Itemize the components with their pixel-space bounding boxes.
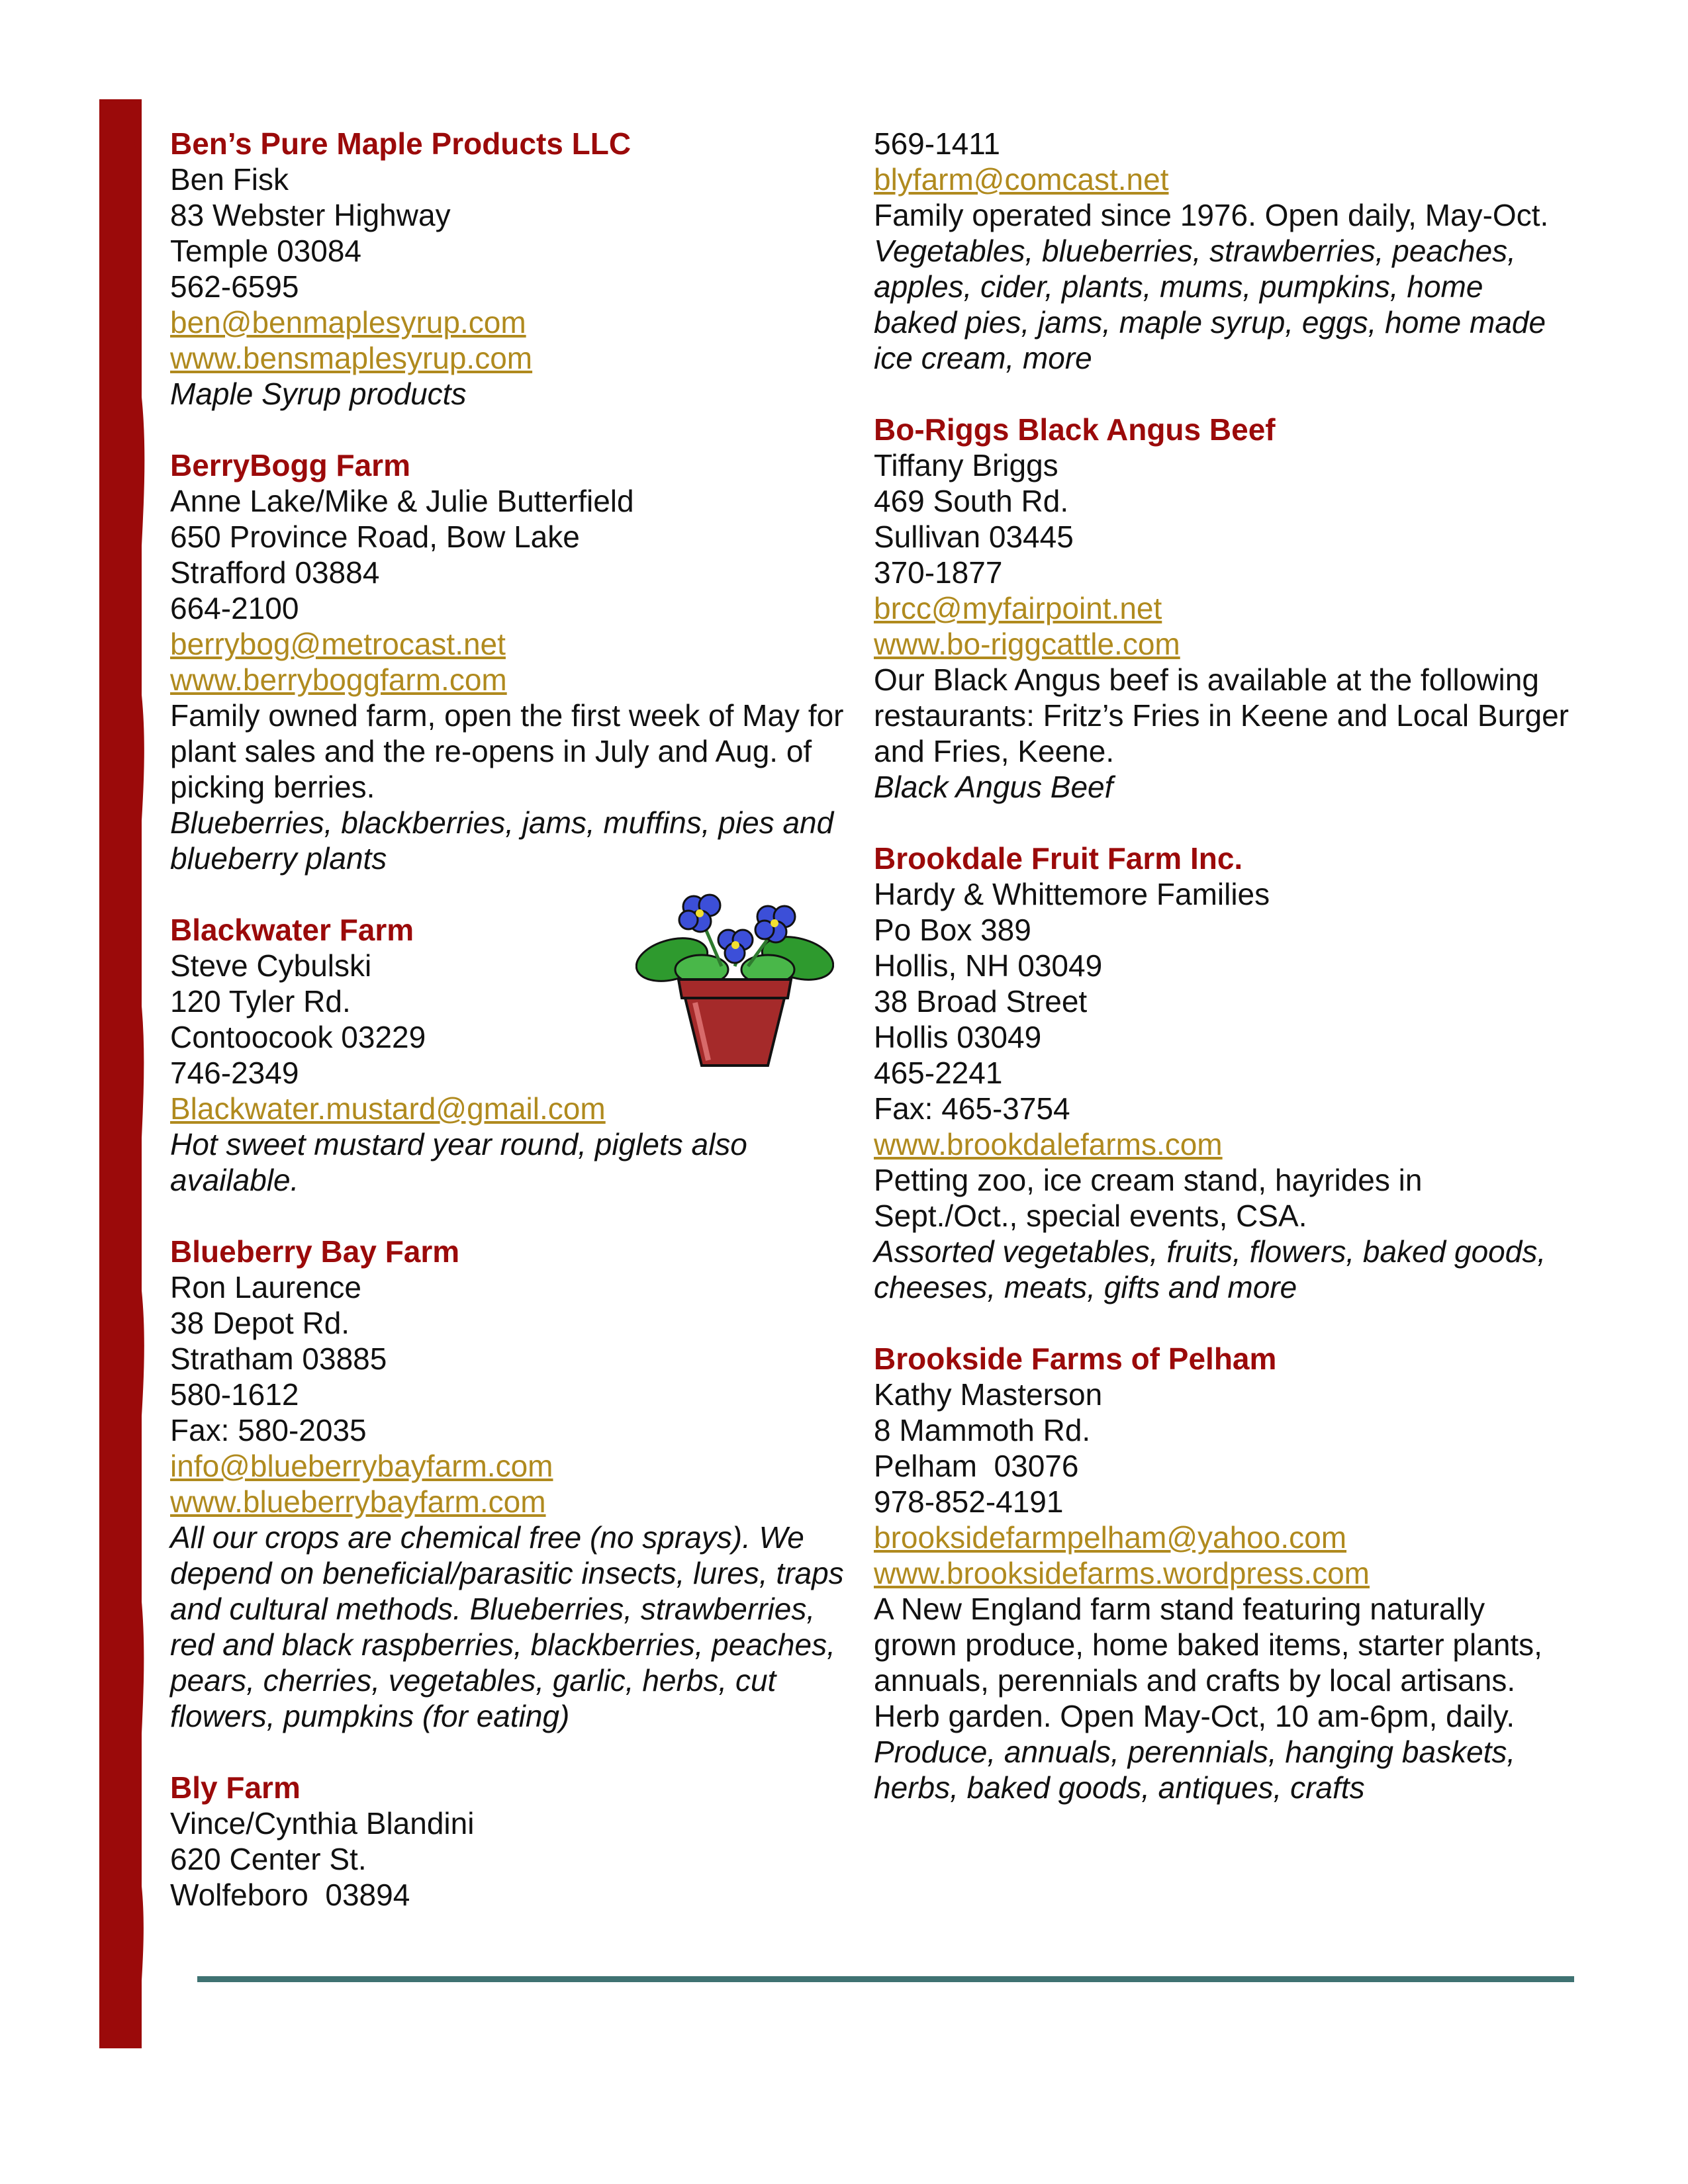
farm-products: Blueberries, blackberries, jams, muffins, pies and blueberry plants [170, 805, 834, 876]
farm-contact-line: 38 Broad Street [874, 984, 1088, 1019]
farm-contact-line: 120 Tyler Rd. [170, 984, 351, 1019]
farm-contact-line: 465-2241 [874, 1056, 1003, 1090]
farm-contact-line: 620 Center St. [170, 1842, 367, 1876]
farm-link[interactable]: www.bensmaplesyrup.com [170, 341, 533, 375]
farm-contact-line: Hardy & Whittemore Families [874, 877, 1270, 911]
farm-link[interactable]: Blackwater.mustard@gmail.com [170, 1091, 606, 1126]
farm-contact-line: Stratham 03885 [170, 1342, 387, 1376]
farm-description: Our Black Angus beef is available at the following restaurants: Fritz’s Fries in Keene and Local Burger and Fries, Keene. [874, 662, 1569, 768]
farm-contact-line: Kathy Masterson [874, 1377, 1103, 1412]
farm-contact-line: Po Box 389 [874, 913, 1031, 947]
farm-listing [170, 126, 865, 412]
farm-contact-line: 746-2349 [170, 1056, 299, 1090]
farm-name: Brookdale Fruit Farm Inc. [874, 841, 1243, 876]
farm-contact-line: Contoocook 03229 [170, 1020, 426, 1054]
farm-description: Petting zoo, ice cream stand, hayrides in Sept./Oct., special events, CSA. [874, 1163, 1423, 1233]
farm-products: Produce, annuals, perennials, hanging baskets, herbs, baked goods, antiques, crafts [874, 1735, 1516, 1805]
farm-contact-line: Hollis, NH 03049 [874, 948, 1103, 983]
farm-link[interactable]: www.berryboggfarm.com [170, 662, 507, 697]
farm-contact-line: 562-6595 [170, 269, 299, 304]
violet-flower-pot-icon [635, 880, 834, 1072]
farm-description: A New England farm stand featuring naturally grown produce, home baked items, starter plants, annuals, perennials and crafts by local artisans. Herb garden. Open May-Oct, 10 am-6pm, daily. [874, 1592, 1542, 1733]
farm-name: Bly Farm [170, 1770, 301, 1805]
farm-name: Bo-Riggs Black Angus Beef [874, 412, 1276, 447]
farm-name: Blueberry Bay Farm [170, 1234, 460, 1269]
farm-contact-line: 38 Depot Rd. [170, 1306, 350, 1340]
farm-listing [874, 126, 1569, 376]
farm-contact-line: 569-1411 [874, 126, 1000, 161]
farm-link[interactable]: www.blueberrybayfarm.com [170, 1484, 546, 1519]
farm-link[interactable]: brcc@myfairpoint.net [874, 591, 1162, 625]
farm-contact-line: Steve Cybulski [170, 948, 372, 983]
farm-contact-line: Tiffany Briggs [874, 448, 1058, 482]
footer-divider [197, 1976, 1574, 1982]
farm-contact-line: Hollis 03049 [874, 1020, 1042, 1054]
farm-name: Ben’s Pure Maple Products LLC [170, 126, 632, 161]
farm-link[interactable]: berrybog@metrocast.net [170, 627, 506, 661]
farm-contact-line: 580-1612 [170, 1377, 299, 1412]
farm-products: Black Angus Beef [874, 770, 1113, 804]
farm-name: BerryBogg Farm [170, 448, 410, 482]
farm-contact-line: Ben Fisk [170, 162, 289, 197]
farm-name: Brookside Farms of Pelham [874, 1342, 1277, 1376]
farm-products: Hot sweet mustard year round, piglets also available. [170, 1127, 747, 1197]
farm-contact-line: Pelham 03076 [874, 1449, 1079, 1483]
farm-contact-line: Ron Laurence [170, 1270, 361, 1304]
farm-listing [874, 1341, 1569, 1805]
farm-products: Vegetables, blueberries, strawberries, peaches, apples, cider, plants, mums, pumpkins, home baked pies, jams, maple syrup, eggs, home made ice cream, more [874, 234, 1546, 375]
farm-link[interactable]: ben@benmaplesyrup.com [170, 305, 526, 340]
farm-listing [170, 1770, 865, 1913]
farm-link[interactable]: info@blueberrybayfarm.com [170, 1449, 553, 1483]
farm-contact-line: 650 Province Road, Bow Lake [170, 520, 580, 554]
farm-contact-line: Temple 03084 [170, 234, 361, 268]
farm-contact-line: 469 South Rd. [874, 484, 1069, 518]
farm-contact-line: Fax: 580-2035 [170, 1413, 367, 1447]
farm-contact-line: Anne Lake/Mike & Julie Butterfield [170, 484, 634, 518]
farm-link[interactable]: www.brooksidefarms.wordpress.com [874, 1556, 1370, 1590]
farm-contact-line: Fax: 465-3754 [874, 1091, 1070, 1126]
farm-contact-line: 370-1877 [874, 555, 1003, 590]
farm-listing [170, 1234, 865, 1734]
farm-contact-line: 8 Mammoth Rd. [874, 1413, 1091, 1447]
farm-listing [874, 412, 1569, 805]
farm-link[interactable]: www.bo-riggcattle.com [874, 627, 1180, 661]
farm-products: All our crops are chemical free (no sprays). We depend on beneficial/parasitic insects, lures, traps and cultural methods. Blueberries, strawberries, red and black raspberries, blackberries, peaches, pears, cherries, vegetables, garlic, herbs, cut flowers, pumpkins (for eating) [170, 1520, 844, 1733]
farm-listing [874, 841, 1569, 1305]
farm-listing [170, 447, 865, 876]
decorative-sidebar-bar [99, 99, 142, 2048]
farm-link[interactable]: blyfarm@comcast.net [874, 162, 1169, 197]
farm-contact-line: 664-2100 [170, 591, 299, 625]
farm-contact-line: 83 Webster Highway [170, 198, 451, 232]
farm-contact-line: Strafford 03884 [170, 555, 380, 590]
farm-contact-line: 978-852-4191 [874, 1484, 1064, 1519]
farm-link[interactable]: www.brookdalefarms.com [874, 1127, 1223, 1161]
right-column [874, 126, 1569, 1841]
farm-description: Family owned farm, open the first week of May for plant sales and the re-opens in July and Aug. of picking berries. [170, 698, 844, 804]
farm-name: Blackwater Farm [170, 913, 414, 947]
farm-contact-line: Wolfeboro 03894 [170, 1878, 410, 1912]
farm-contact-line: Sullivan 03445 [874, 520, 1074, 554]
farm-description: Family operated since 1976. Open daily, May-Oct. [874, 198, 1549, 232]
farm-products: Maple Syrup products [170, 377, 467, 411]
wavy-edge [128, 99, 148, 2048]
farm-contact-line: Vince/Cynthia Blandini [170, 1806, 475, 1841]
farm-link[interactable]: brooksidefarmpelham@yahoo.com [874, 1520, 1347, 1555]
farm-products: Assorted vegetables, fruits, flowers, baked goods, cheeses, meats, gifts and more [874, 1234, 1546, 1304]
